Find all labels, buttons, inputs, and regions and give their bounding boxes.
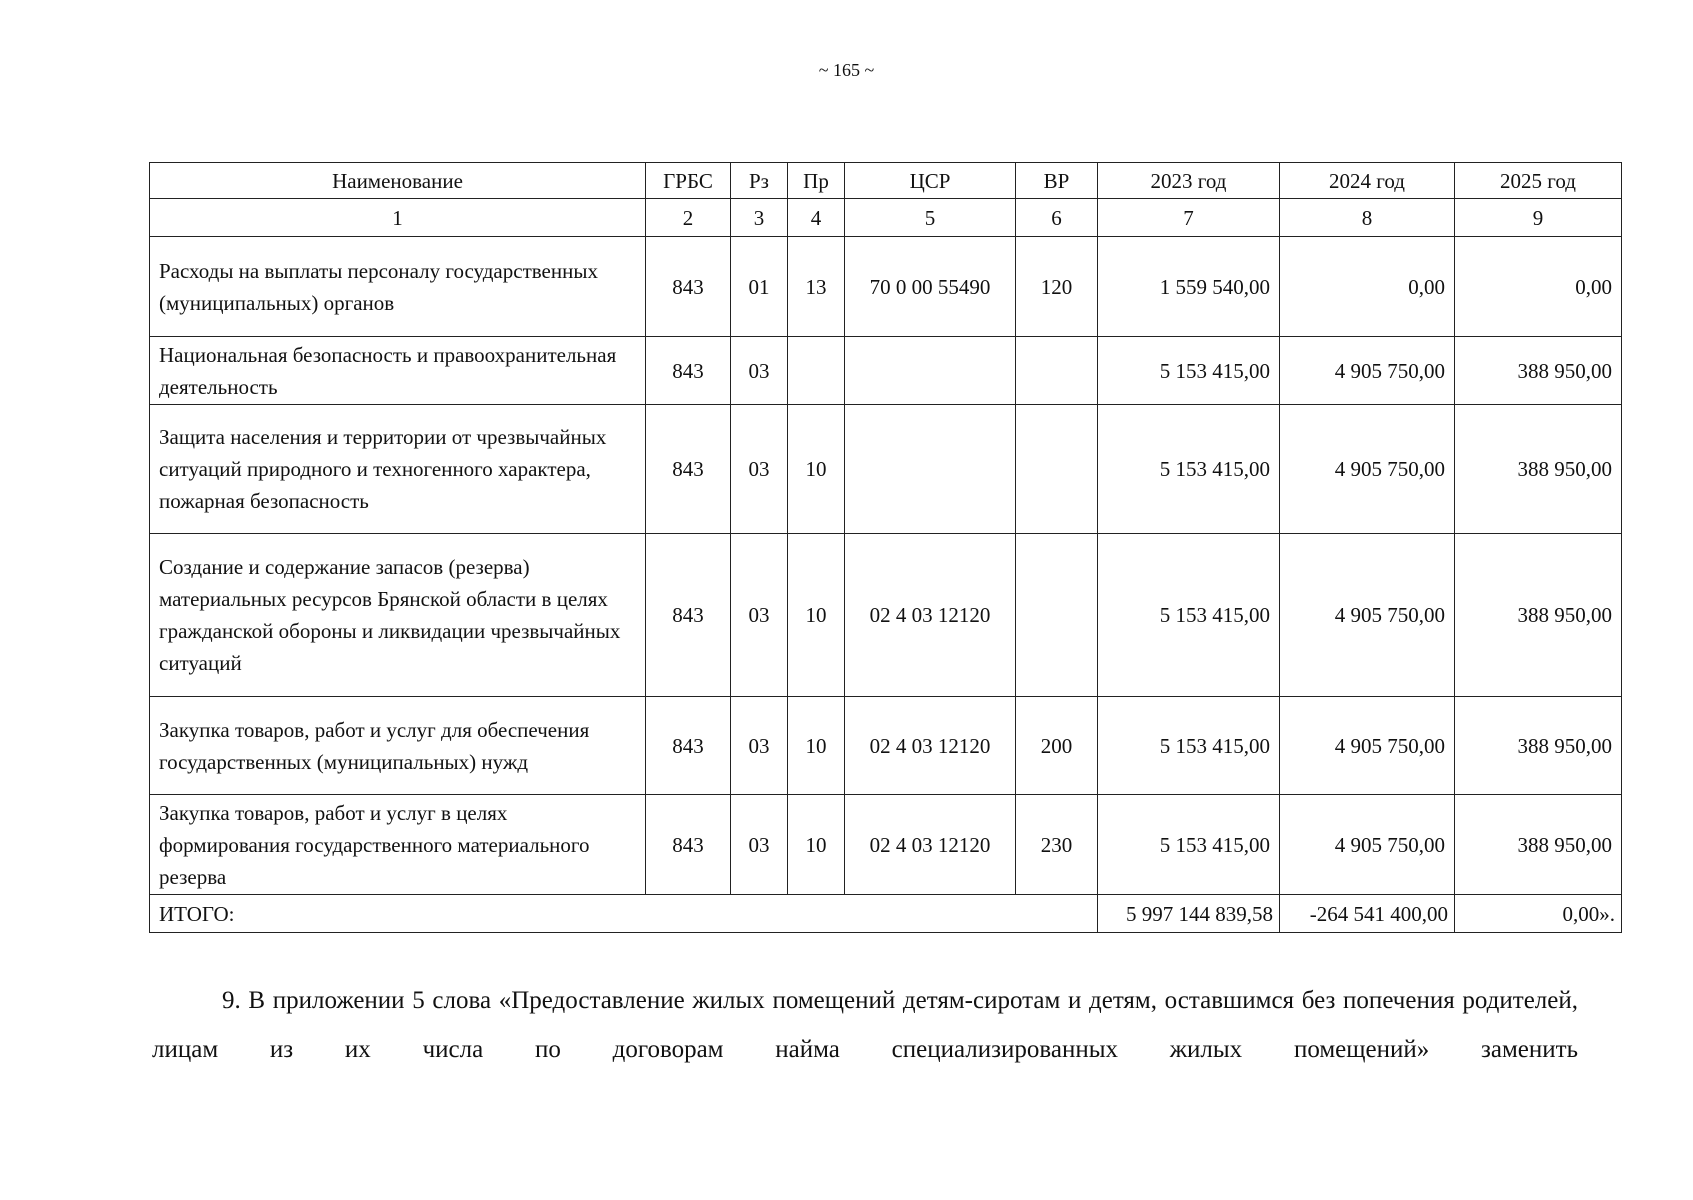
header-grbs: ГРБС	[646, 163, 731, 199]
row-2025: 388 950,00	[1455, 405, 1622, 534]
row-2023: 5 153 415,00	[1098, 795, 1280, 895]
header-csr: ЦСР	[845, 163, 1016, 199]
row-vr	[1016, 534, 1098, 697]
table-row	[150, 795, 1622, 895]
row-2023: 5 153 415,00	[1098, 405, 1280, 534]
row-2025: 388 950,00	[1455, 534, 1622, 697]
table-row	[150, 697, 1622, 795]
header-pr: Пр	[788, 163, 845, 199]
row-grbs: 843	[646, 534, 731, 697]
row-2023: 5 153 415,00	[1098, 534, 1280, 697]
header-2025: 2025 год	[1455, 163, 1622, 199]
row-vr: 200	[1016, 697, 1098, 795]
row-name: Создание и содержание запасов (резерва) материальных ресурсов Брянской области в целях гражданской обороны и ликвидации чрезвычайных ситуаций	[150, 534, 646, 697]
column-number: 8	[1280, 199, 1455, 237]
row-grbs: 843	[646, 405, 731, 534]
row-pr: 10	[788, 405, 845, 534]
page-number: ~ 165 ~	[818, 60, 875, 80]
row-grbs: 843	[646, 237, 731, 337]
header-vr: ВР	[1016, 163, 1098, 199]
row-rz: 03	[731, 405, 788, 534]
row-rz: 03	[731, 697, 788, 795]
row-csr: 02 4 03 12120	[845, 534, 1016, 697]
table-header-row	[150, 163, 1622, 199]
column-number: 1	[150, 199, 646, 237]
header-name: Наименование	[150, 163, 646, 199]
row-name: Закупка товаров, работ и услуг в целях формирования государственного материального резерва	[150, 795, 646, 895]
row-2024: 4 905 750,00	[1280, 337, 1455, 405]
column-number: 4	[788, 199, 845, 237]
header-rz: Рз	[731, 163, 788, 199]
row-2025: 0,00	[1455, 237, 1622, 337]
row-csr	[845, 405, 1016, 534]
row-grbs: 843	[646, 697, 731, 795]
row-vr: 120	[1016, 237, 1098, 337]
row-2025: 388 950,00	[1455, 697, 1622, 795]
row-csr: 70 0 00 55490	[845, 237, 1016, 337]
row-vr: 230	[1016, 795, 1098, 895]
budget-table	[149, 162, 1622, 933]
row-rz: 03	[731, 534, 788, 697]
row-name: Национальная безопасность и правоохранительная деятельность	[150, 337, 646, 405]
row-2023: 5 153 415,00	[1098, 337, 1280, 405]
table-row	[150, 237, 1622, 337]
row-pr: 10	[788, 697, 845, 795]
amendment-paragraph	[152, 976, 1578, 1074]
row-rz: 01	[731, 237, 788, 337]
row-csr	[845, 337, 1016, 405]
column-number: 5	[845, 199, 1016, 237]
row-2025: 388 950,00	[1455, 337, 1622, 405]
column-number: 9	[1455, 199, 1622, 237]
table-row	[150, 405, 1622, 534]
total-2025: 0,00».	[1455, 895, 1622, 933]
total-row	[150, 895, 1622, 933]
row-pr: 13	[788, 237, 845, 337]
row-csr: 02 4 03 12120	[845, 795, 1016, 895]
row-pr: 10	[788, 534, 845, 697]
row-2023: 1 559 540,00	[1098, 237, 1280, 337]
header-2024: 2024 год	[1280, 163, 1455, 199]
row-2024: 4 905 750,00	[1280, 534, 1455, 697]
row-2023: 5 153 415,00	[1098, 697, 1280, 795]
row-rz: 03	[731, 337, 788, 405]
paragraph-text: 9. В приложении 5 слова «Предоставление жилых помещений детям-сиротам и детям, оставшимся без попечения родителей, лицам из их числа по договорам найма специализированных жилых помещений» заменить	[152, 987, 1578, 1063]
column-number-row	[150, 199, 1622, 237]
row-name: Защита населения и территории от чрезвычайных ситуаций природного и техногенного характера, пожарная безопасность	[150, 405, 646, 534]
row-2025: 388 950,00	[1455, 795, 1622, 895]
row-vr	[1016, 337, 1098, 405]
row-2024: 4 905 750,00	[1280, 795, 1455, 895]
row-pr: 10	[788, 795, 845, 895]
column-number: 7	[1098, 199, 1280, 237]
row-csr: 02 4 03 12120	[845, 697, 1016, 795]
table-row	[150, 534, 1622, 697]
row-grbs: 843	[646, 337, 731, 405]
header-2023: 2023 год	[1098, 163, 1280, 199]
column-number: 3	[731, 199, 788, 237]
row-2024: 0,00	[1280, 237, 1455, 337]
total-2023: 5 997 144 839,58	[1098, 895, 1280, 933]
row-vr	[1016, 405, 1098, 534]
row-2024: 4 905 750,00	[1280, 405, 1455, 534]
row-grbs: 843	[646, 795, 731, 895]
row-name: Закупка товаров, работ и услуг для обеспечения государственных (муниципальных) нужд	[150, 697, 646, 795]
table-row	[150, 337, 1622, 405]
total-2024: -264 541 400,00	[1280, 895, 1455, 933]
row-rz: 03	[731, 795, 788, 895]
column-number: 2	[646, 199, 731, 237]
row-pr	[788, 337, 845, 405]
column-number: 6	[1016, 199, 1098, 237]
total-label: ИТОГО:	[150, 895, 1098, 933]
row-2024: 4 905 750,00	[1280, 697, 1455, 795]
row-name: Расходы на выплаты персоналу государственных (муниципальных) органов	[150, 237, 646, 337]
